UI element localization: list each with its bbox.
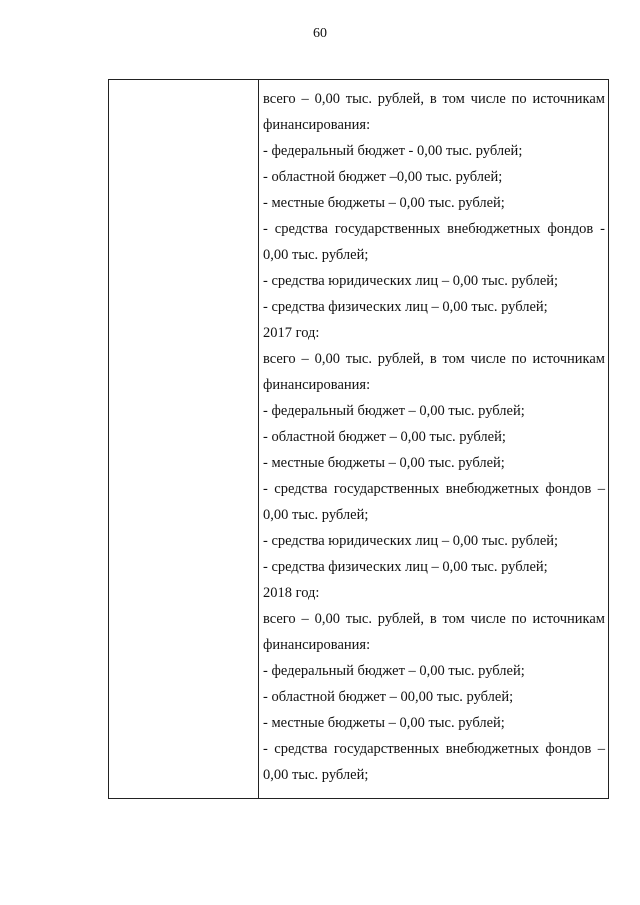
funding-text-line: - областной бюджет –0,00 тыс. рублей; <box>263 169 503 185</box>
funding-text-line: - средства физических лиц – 0,00 тыс. рублей; <box>263 299 548 315</box>
funding-text-line: всего – 0,00 тыс. рублей, в том числе по источникам <box>263 91 605 107</box>
funding-text-line: - средства физических лиц – 0,00 тыс. рублей; <box>263 559 548 575</box>
funding-text-line: - областной бюджет – 0,00 тыс. рублей; <box>263 429 506 445</box>
table-right-cell <box>259 80 608 798</box>
funding-text-line: 0,00 тыс. рублей; <box>263 507 369 523</box>
funding-text-line: - местные бюджеты – 0,00 тыс. рублей; <box>263 195 505 211</box>
funding-text-line: - местные бюджеты – 0,00 тыс. рублей; <box>263 715 505 731</box>
funding-text-line: 0,00 тыс. рублей; <box>263 767 369 783</box>
funding-text-line: - местные бюджеты – 0,00 тыс. рублей; <box>263 455 505 471</box>
funding-text-line: 0,00 тыс. рублей; <box>263 247 369 263</box>
funding-text-line: - средства юридических лиц – 0,00 тыс. рублей; <box>263 533 559 549</box>
funding-text-line: - средства государственных внебюджетных фондов – <box>263 481 605 497</box>
funding-text-line: - федеральный бюджет – 0,00 тыс. рублей; <box>263 663 525 679</box>
funding-text-line: финансирования: <box>263 377 371 393</box>
table-left-cell <box>109 80 259 798</box>
funding-table <box>108 79 609 799</box>
funding-text-line: - средства юридических лиц – 0,00 тыс. рублей; <box>263 273 559 289</box>
funding-text-line: - федеральный бюджет – 0,00 тыс. рублей; <box>263 403 525 419</box>
funding-text-line: - областной бюджет – 00,00 тыс. рублей; <box>263 689 514 705</box>
funding-text-line: - средства государственных внебюджетных фондов – <box>263 741 605 757</box>
funding-text-line: всего – 0,00 тыс. рублей, в том числе по источникам <box>263 351 605 367</box>
funding-text-line: всего – 0,00 тыс. рублей, в том числе по источникам <box>263 611 605 627</box>
funding-text-line: финансирования: <box>263 637 371 653</box>
funding-text-line: - средства государственных внебюджетных фондов - <box>263 221 605 237</box>
funding-text-line: - федеральный бюджет - 0,00 тыс. рублей; <box>263 143 523 159</box>
funding-text-line: финансирования: <box>263 117 371 133</box>
page-number: 60 <box>313 26 327 41</box>
funding-text-line: 2017 год: <box>263 325 320 341</box>
funding-text-line: 2018 год: <box>263 585 320 601</box>
